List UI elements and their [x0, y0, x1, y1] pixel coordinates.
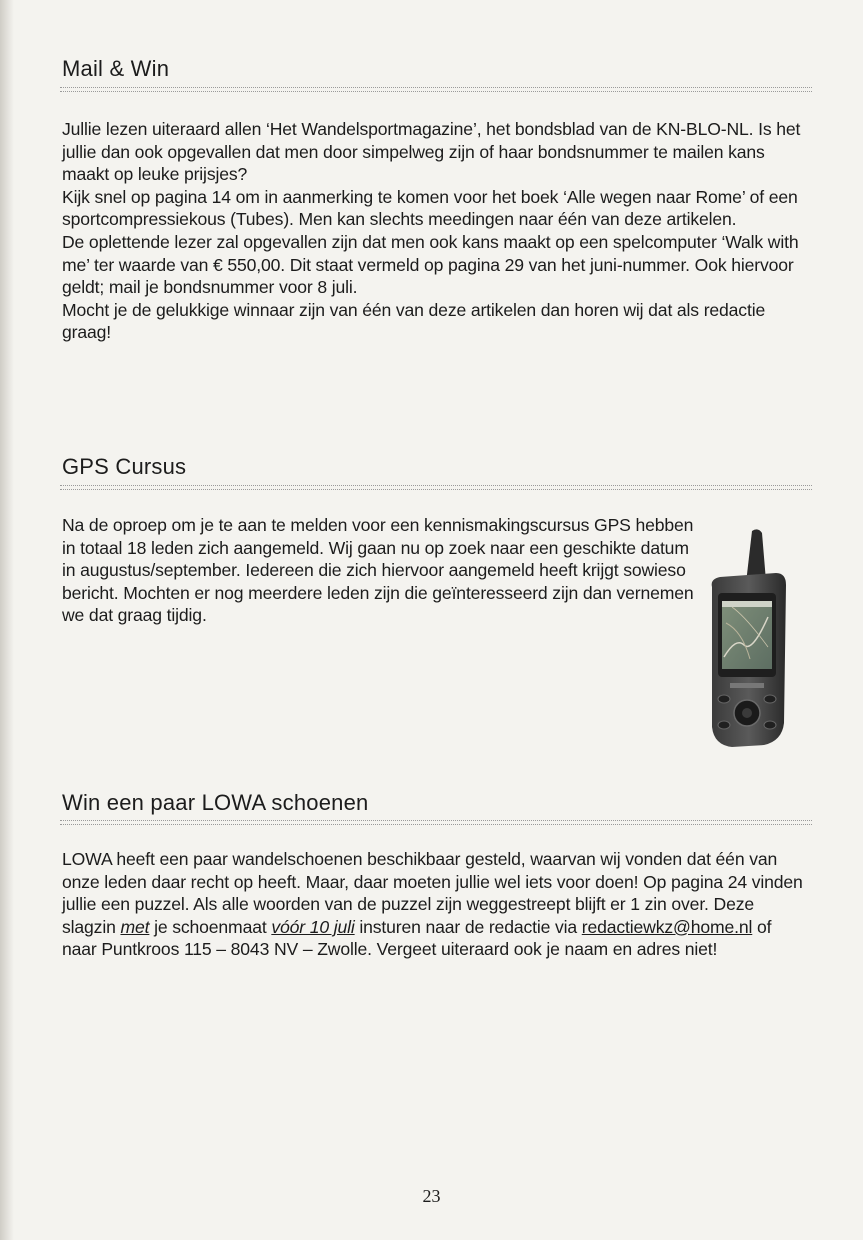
- paragraph: Jullie lezen uiteraard allen ‘Het Wandelsportmagazine’, het bondsblad van de KN-BLO-NL. Is het jullie dan ook opgevallen dat men door simpelweg zijn of haar bondsnummer te mailen kans maakt op leuke prijsjes?: [62, 119, 801, 185]
- paragraph: Na de oproep om je te aan te melden voor een kennismakingscursus GPS hebben in totaal 18 leden zich aangemeld. Wij gaan nu op zoek naar een geschikte datum in augustus/september. Iedereen die zich hiervoor aangemeld heeft krijgt sowieso bericht. Mochten er nog meerdere leden zijn die geïnteresseerd zijn dan vernemen we dat graag tijdig.: [62, 515, 694, 626]
- text-run: je schoenmaat: [149, 916, 272, 937]
- gps-device-icon: [702, 527, 790, 749]
- mail-win-body: [62, 118, 810, 344]
- paragraph: Mocht je de gelukkige winnaar zijn van één van deze artikelen dan horen wij dat als redactie graag!: [62, 299, 766, 343]
- heading-lowa-schoenen: Win een paar LOWA schoenen: [62, 790, 369, 815]
- text-run: of naar Puntkroos 115 – 8043 NV – Zwolle. Vergeet uiteraard ook je naam en adres niet!: [62, 916, 772, 960]
- gps-cursus-body: [62, 514, 702, 627]
- lowa-body: [62, 848, 810, 961]
- heading-mail-win: Mail & Win: [62, 56, 170, 81]
- emphasis-deadline: vóór 10 juli: [271, 916, 355, 937]
- section-divider: [60, 87, 812, 92]
- section-divider: [60, 485, 812, 490]
- emphasis-met: met: [120, 916, 150, 937]
- text-run: LOWA heeft een paar wandelschoenen beschikbaar gesteld, waarvan wij vonden dat één van onze leden daar recht op heeft. Maar, daar moeten jullie wel iets voor doen! Op pagina 24 vinden jullie een puzzel. Als alle woorden van de puzzel zijn weggestreept blijft er 1 zin over. Deze slagzin: [62, 849, 803, 937]
- heading-gps-cursus: GPS Cursus: [62, 454, 187, 479]
- page-edge-shadow: [0, 0, 14, 1240]
- page-number: 23: [422, 1186, 441, 1206]
- text-run: insturen naar de redactie via: [354, 916, 582, 937]
- email-link[interactable]: redactiewkz@home.nl: [581, 916, 753, 937]
- paragraph: De oplettende lezer zal opgevallen zijn dat men ook kans maakt op een spelcomputer ‘Walk with me’ ter waarde van € 550,00. Dit staat vermeld op pagina 29 van het juni-nummer. Ook hiervoor geldt; mail je bondsnummer voor 8 juli.: [62, 231, 799, 298]
- section-divider: [60, 820, 812, 825]
- paragraph: Kijk snel op pagina 14 om in aanmerking te komen voor het boek ‘Alle wegen naar Rome’ of een sportcompressiekous (Tubes). Men kan slechts meedingen naar één van deze artikelen.: [62, 186, 798, 230]
